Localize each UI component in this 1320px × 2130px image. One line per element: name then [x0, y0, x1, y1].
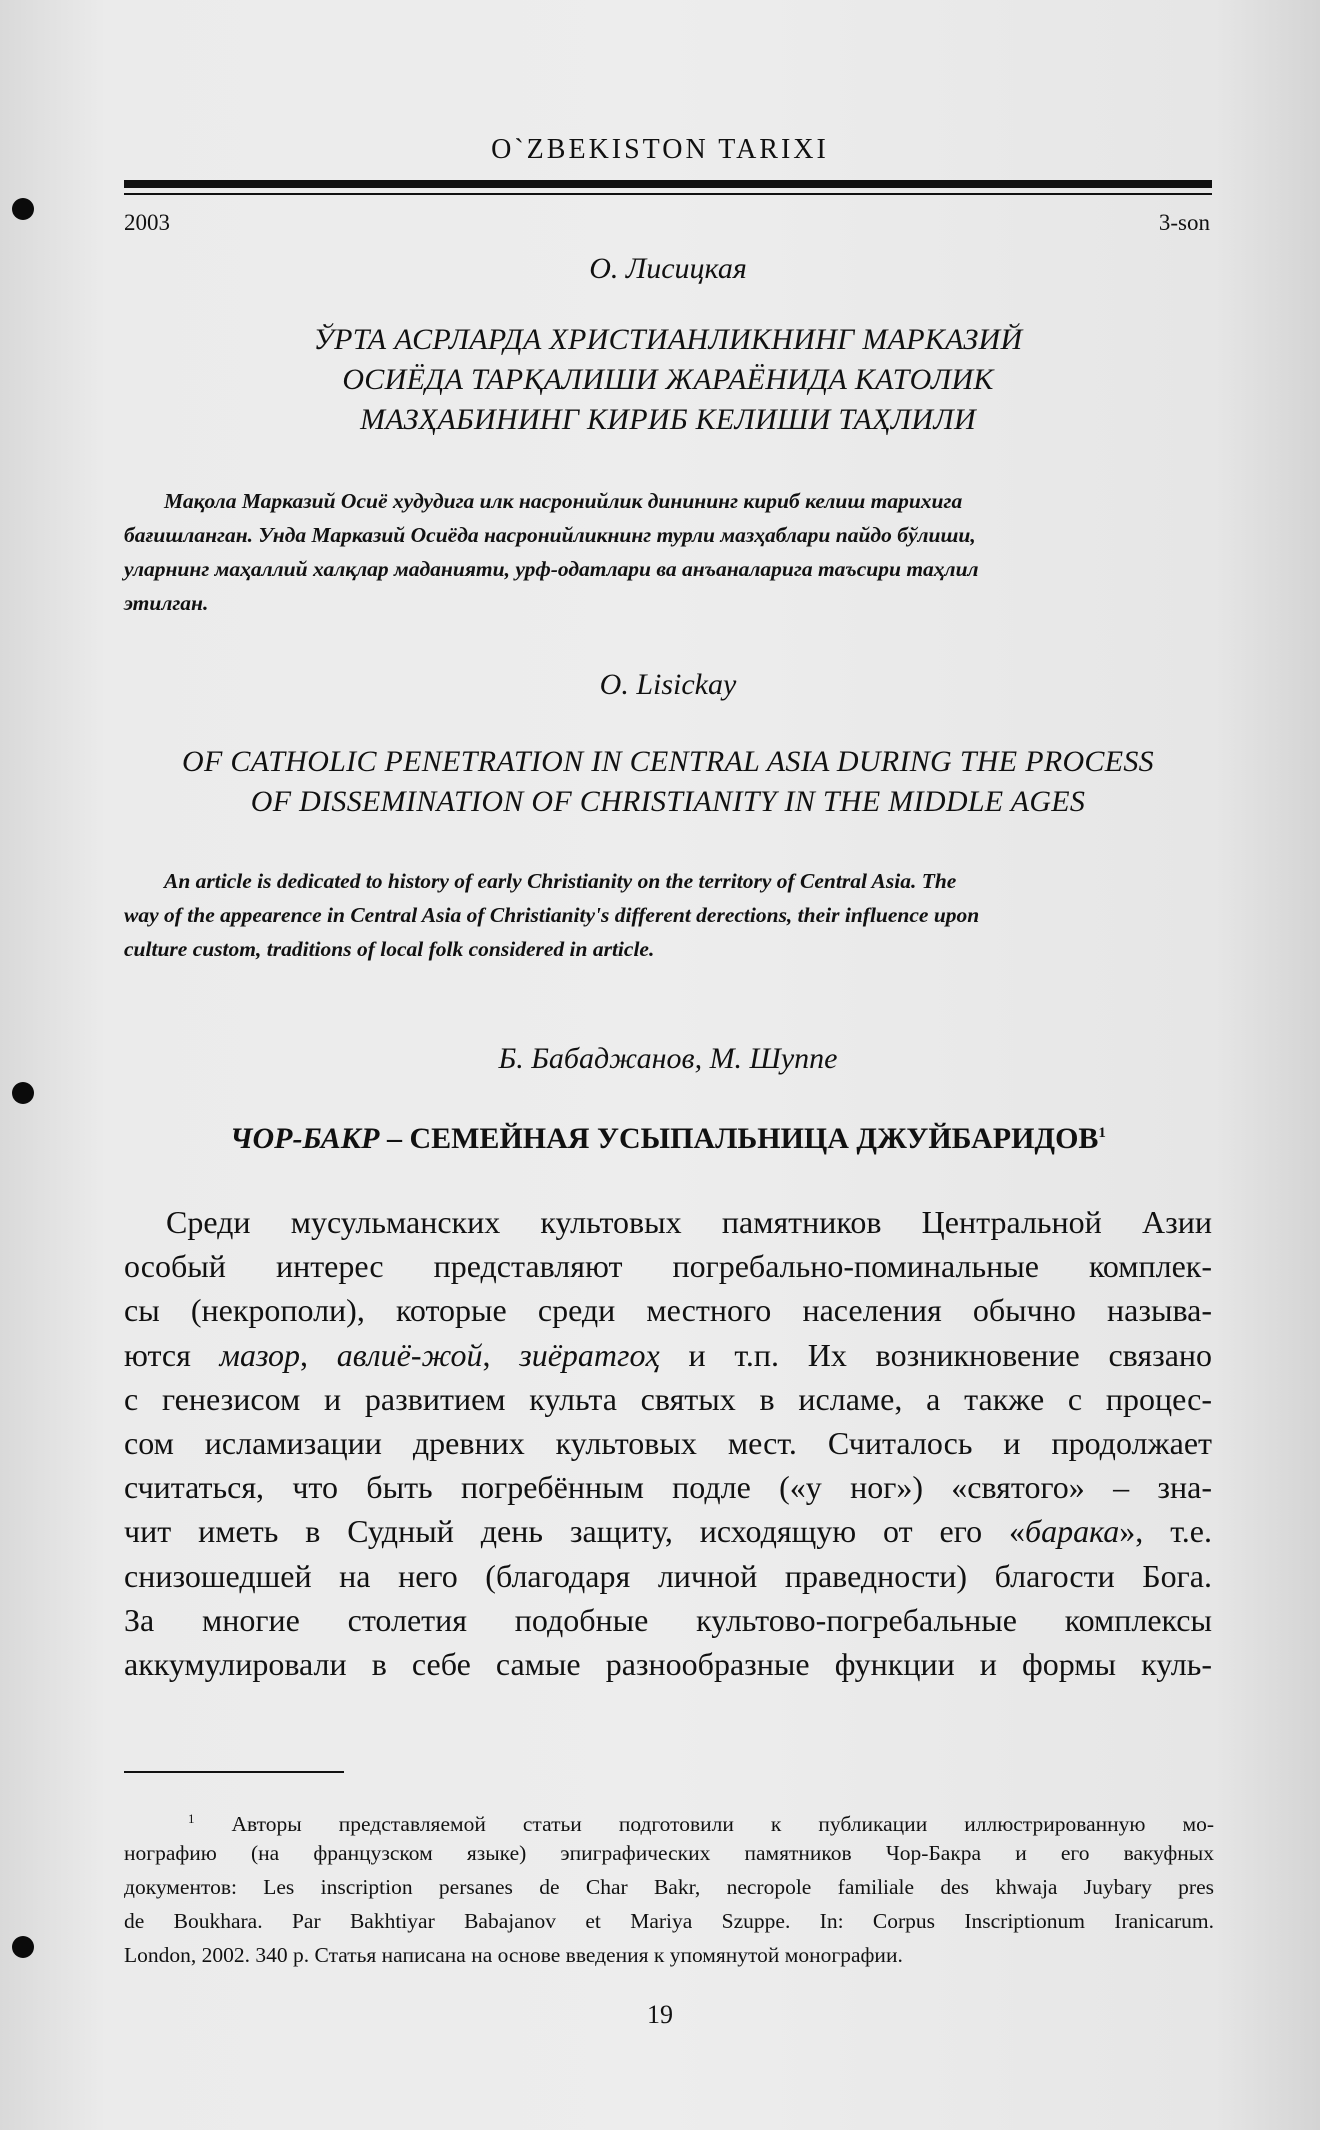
- body-line: [124, 1333, 1212, 1377]
- body-line: Среди мусульманских культовых памятников Центральной Азии: [166, 1204, 1212, 1240]
- uzbek-abstract-line: уларнинг маҳаллий халқлар маданияти, урф-одатлари ва анъаналарига таъсири таҳлил: [124, 557, 979, 581]
- uzbek-abstract-line: Мақола Марказий Осиё худудига илк насронийлик динининг кириб келиш тарихига: [164, 489, 963, 513]
- article-title: [124, 1122, 1212, 1156]
- footnote-mark: 1: [188, 1811, 195, 1826]
- body-text: ются: [124, 1336, 220, 1373]
- uzbek-abstract-line: бағишланган. Унда Марказий Осиёда насронийликнинг турли мазҳаблари пайдо бўлиши,: [124, 523, 976, 547]
- issue-number: 3-son: [1158, 210, 1210, 235]
- body-text: и т.п. Их возникновение связано: [659, 1336, 1213, 1373]
- body-line: аккумулировали в себе самые разнообразные функции и формы куль-: [124, 1645, 1212, 1682]
- english-title: [124, 742, 1212, 822]
- uzbek-author: О. Лисицкая: [589, 252, 747, 285]
- body-line: [124, 1509, 1212, 1553]
- english-abstract-line: way of the appearence in Central Asia of Christianity's different derections, their influence upon: [124, 903, 980, 927]
- uzbek-abstract: [124, 484, 1214, 620]
- uzbek-title-line: МАЗҲАБИНИНГ КИРИБ КЕЛИШИ ТАҲЛИЛИ: [360, 403, 976, 436]
- body-term: барака: [1025, 1513, 1120, 1550]
- punch-hole-icon: [12, 1936, 34, 1958]
- body-line: с генезисом и развитием культа святых в исламе, а также с процес-: [124, 1380, 1212, 1417]
- footnote-reference[interactable]: 1: [1098, 1125, 1106, 1141]
- uzbek-title-line: ЎРТА АСРЛАРДА ХРИСТИАНЛИКНИНГ МАРКАЗИЙ: [313, 323, 1023, 356]
- uzbek-title: [124, 320, 1212, 440]
- header-rule-thin: [124, 193, 1212, 195]
- footnote-line: нографию (на французском языке) эпиграфических памятников Чор-Бакра и его вакуфных: [124, 1841, 1214, 1865]
- english-abstract-line: An article is dedicated to history of early Christianity on the territory of Central Asia. The: [164, 869, 957, 893]
- article-title-rest: – СЕМЕЙНАЯ УСЫПАЛЬНИЦА ДЖУЙБАРИДОВ: [379, 1122, 1099, 1155]
- article-body: [124, 1200, 1212, 1686]
- english-title-line: OF DISSEMINATION OF CHRISTIANITY IN THE MIDDLE AGES: [250, 785, 1086, 818]
- footnote-line: London, 2002. 340 p. Статья написана на основе введения к упомянутой монографии.: [124, 1943, 903, 1967]
- footnote-text: Авторы представляемой статьи подготовили к публикации иллюстрированную мо-: [194, 1812, 1214, 1837]
- header-rule: [124, 180, 1212, 188]
- page-number: 19: [647, 2000, 673, 2029]
- body-line: сом исламизации древних культовых мест. Считалось и продолжает: [124, 1424, 1212, 1461]
- footnote-line: de Boukhara. Par Bakhtiyar Babajanov et Mariya Szuppe. In: Corpus Inscriptionum Iranicarum.: [124, 1909, 1214, 1933]
- article-authors: Б. Бабаджанов, М. Шуппе: [498, 1042, 838, 1075]
- body-text: ,: [300, 1336, 337, 1373]
- body-text: ,: [482, 1336, 520, 1373]
- body-line: снизошедшей на него (благодаря личной праведности) благости Бога.: [124, 1557, 1212, 1594]
- body-term: авлиё-жой: [336, 1336, 483, 1373]
- body-term: мазор: [219, 1336, 301, 1373]
- footnote: [124, 1802, 1214, 1972]
- uzbek-abstract-line: этилган.: [124, 591, 209, 615]
- journal-title: O`ZBEKISTON TARIXI: [491, 134, 829, 165]
- english-title-line: OF CATHOLIC PENETRATION IN CENTRAL ASIA DURING THE PROCESS: [182, 745, 1154, 778]
- article-title-italic: ЧОР-БАКР: [230, 1122, 380, 1155]
- body-line: считаться, что быть погребённым подле («у ног») «святого» – зна-: [124, 1469, 1212, 1506]
- body-line: сы (некрополи), которые среди местного населения обычно называ-: [124, 1292, 1212, 1329]
- english-abstract-line: culture custom, traditions of local folk considered in article.: [124, 937, 655, 961]
- uzbek-title-line: ОСИЁДА ТАРҚАЛИШИ ЖАРАЁНИДА КАТОЛИК: [342, 363, 994, 396]
- issue-year: 2003: [124, 210, 170, 235]
- punch-hole-icon: [12, 198, 34, 220]
- body-text: », т.е.: [1119, 1513, 1213, 1550]
- body-text: чит иметь в Судный день защиту, исходящую от его «: [124, 1513, 1026, 1550]
- footnote-line: [124, 1802, 1214, 1836]
- english-author: O. Lisickay: [599, 668, 737, 701]
- footnote-line: документов: Les inscription persanes de Char Bakr, necropole familiale des khwaja Juybary pres: [124, 1875, 1214, 1899]
- punch-hole-icon: [12, 1082, 34, 1104]
- body-term: зиёратгоҳ: [519, 1336, 660, 1373]
- body-line: особый интерес представляют погребально-поминальные комплек-: [124, 1248, 1212, 1285]
- english-abstract: [124, 864, 1214, 966]
- body-line: За многие столетия подобные культово-погребальные комплексы: [124, 1601, 1212, 1638]
- footnote-rule: [124, 1771, 344, 1773]
